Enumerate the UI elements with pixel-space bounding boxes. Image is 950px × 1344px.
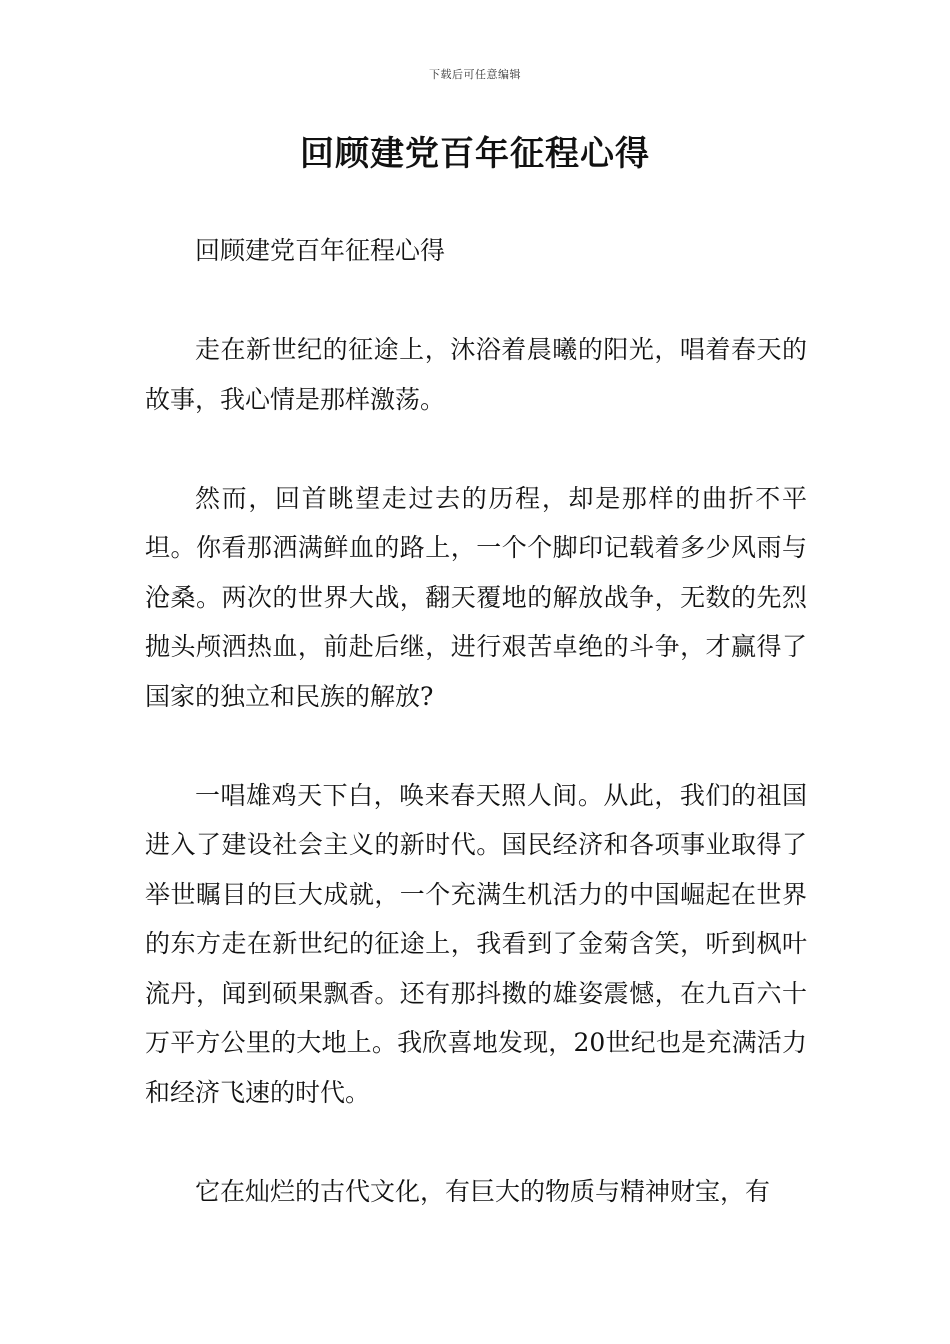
page-title: 回顾建党百年征程心得	[300, 134, 650, 174]
paragraph-4: 它在灿烂的古代文化，有巨大的物质与精神财宝，有	[195, 1176, 771, 1206]
paragraph-subtitle: 回顾建党百年征程心得	[195, 236, 446, 265]
paragraph-3: 一唱雄鸡天下白，唤来春天照人间。从此，我们的祖国进入了建设社会主义的新时代。国民经济和各项事业取得了举世瞩目的巨大成就，一个充满生机活力的中国崛起在世界的东方走在新世纪的征途上，我看到了金菊含笑，听到枫叶流丹，闻到硕果飘香。还有那抖擞的雄姿震憾，在九百六十万平方公里的大地上。我欣喜地发现，20世纪也是充满活力和经济飞速的时代。	[145, 780, 807, 1107]
document-body	[145, 226, 807, 1266]
paragraph-1: 走在新世纪的征途上，沐浴着晨曦的阳光，唱着春天的故事，我心情是那样激荡。	[145, 335, 807, 414]
paragraph-2: 然而，回首眺望走过去的历程，却是那样的曲折不平坦。你看那洒满鲜血的路上，一个个脚印记载着多少风雨与沧桑。两次的世界大战，翻天覆地的解放战争，无数的先烈抛头颅洒热血，前赴后继，进行艰苦卓绝的斗争，才赢得了国家的独立和民族的解放?	[145, 483, 807, 711]
header-note: 下载后可任意编辑	[429, 68, 521, 81]
